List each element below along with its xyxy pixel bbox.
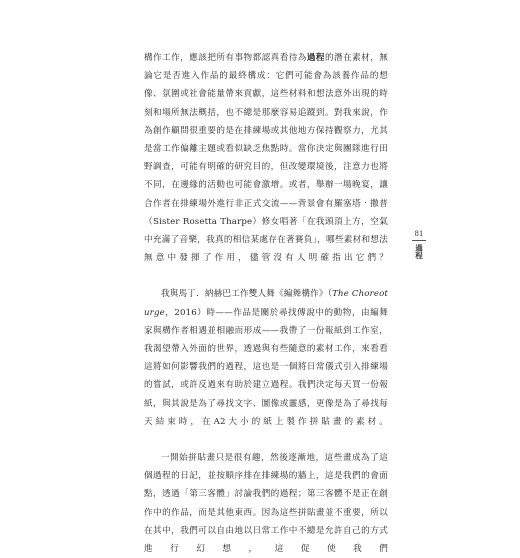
paragraph-1-bold-term: 過程 [306, 53, 325, 63]
page-number: 81 [412, 230, 426, 241]
paragraph-2 [144, 285, 388, 431]
running-folio [412, 230, 426, 259]
paragraph-gap [144, 431, 388, 449]
paragraph-1 [144, 49, 388, 267]
paragraph-gap [144, 267, 388, 285]
paragraph-3-text: 一開始拼貼畫只是很有趣，然後逐漸地，這些畫成為了這個過程的日記，並按順序排在排練場的牆上，這是我們的會面點，透過「第三客體」討論我們的過程；第三客體不是正在創作中的作品，而是其他東西。因為這些拼貼畫並不重要，所以在其中，我們可以自由地以日常工作中不總是允許自己的方式進行幻想，這促使我們 [144, 453, 388, 555]
paragraph-1-text-end: 的潛在素材，無論它是否進入作品的最終構成：它們可能會為該養作品的想像、氛圍或社會能量帶來貢獻，這些材料和想法意外出現的時刻和場所無法概括，也不總是那麼容易追蹤到。對我來說，作為創作顧問很重要的是在排練場或其他地方保持觀察力，尤其是當工作偏離主題或看似缺乏焦點時。當你決定與團隊進行田野調查，可能有明確的研究目的，但改變環境後，注意力也將不同，在邊緣的活動也可能會激增。或者，舉辦一場晚宴，讓合作者在排練場外進行非正式交流——背景會有羅塞塔‧撒普（Sister Rosetta Tharpe）修女唱著「在我頭頂上方，空氣中充滿了音樂，我真的相信某處存在著賽負」，哪些素材和想法無意中發揮了作用，儘管沒有人明確指出它們？ [144, 53, 388, 264]
paragraph-2-work-title: The Choreoturge [144, 289, 389, 318]
paragraph-3 [144, 449, 388, 558]
paragraph-2-text-end: ，2016）時——作品是關於尋找傳說中的動物，由編舞家與構作者相遇並相融而形成——我帶了一份報紙到工作室，我渴望帶入外面的世界，透過與有些隨意的素材工作，來看看這將如何影響我們的過程，這也是一個將日常儀式引入排練場的嘗試，或許反過來有助於建立過程。我們決定每天買一份報紙，與其說是為了尋找文字、圖像或靈感，更像是為了尋找每天結束時，在A2大小的紙上製作拼貼畫的素材。 [144, 307, 388, 427]
page-body [144, 49, 388, 558]
paragraph-1-text-start: 構作工作，應該把所有事物都認真看待為 [144, 53, 307, 63]
chapter-title: 過程 [414, 244, 424, 259]
paragraph-2-text-start: 我與馬丁．納赫巴工作雙人舞《編舞構作》（ [161, 289, 333, 300]
